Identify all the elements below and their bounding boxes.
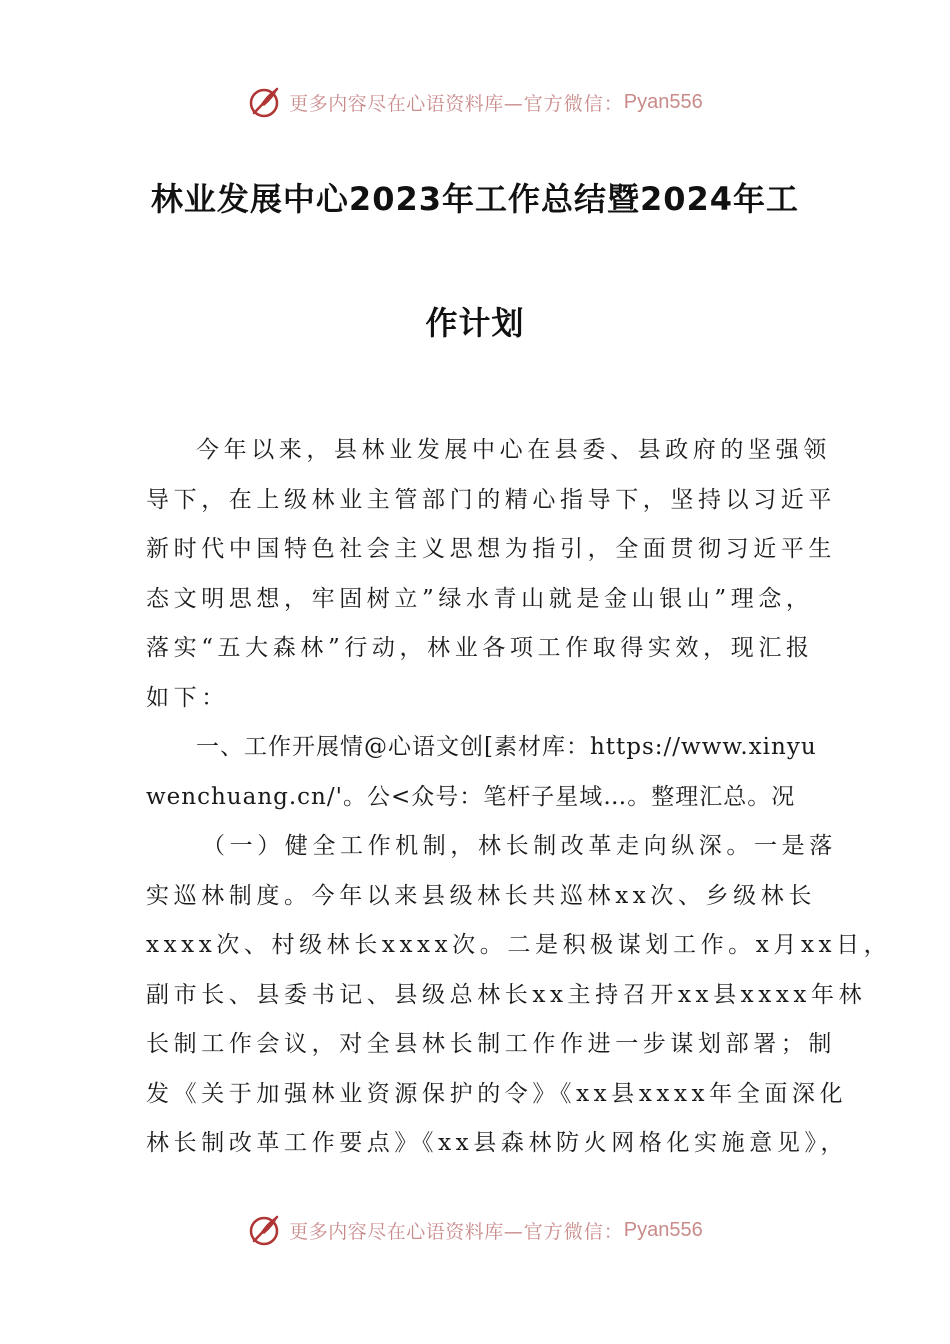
watermark-wechat-id: Pyan556 — [623, 1218, 703, 1241]
paragraph-line: 今年以来，县林业发展中心在县委、县政府的坚强领 — [196, 437, 831, 463]
document-title-line-2: 作计划 — [425, 304, 525, 342]
paragraph-line: 林长制改革工作要点》《xx县森林防火网格化实施意见》， — [146, 1130, 849, 1156]
paragraph-line: 态文明思想，牢固树立”绿水青山就是金山银山”理念， — [146, 585, 814, 612]
watermark-banner-bottom — [0, 1210, 950, 1250]
watermark-wechat-id: Pyan556 — [623, 90, 703, 113]
paragraph-line: 如下： — [146, 684, 229, 711]
paragraph-line: 实巡林制度。今年以来县级林长共巡林xx次、乡级林长 — [146, 882, 816, 909]
feather-logo-icon — [247, 84, 283, 120]
paragraph-line: xxxx次、村级林长xxxx次。二是积极谋划工作。x月xx日， — [146, 932, 892, 958]
document-body — [146, 426, 892, 1169]
paragraph-line: 副市长、县委书记、县级总林长xx主持召开xx县xxxx年林 — [146, 981, 867, 1008]
paragraph-line: 长制工作会议，对全县林长制工作作进一步谋划部署；制 — [146, 1031, 836, 1057]
subsection-heading-line: （一）健全工作机制，林长制改革走向纵深。一是落 — [202, 833, 837, 859]
watermark-contact-label: —官方微信： — [503, 1220, 624, 1243]
watermark-contact-label: —官方微信： — [503, 92, 624, 115]
watermark-text: 更多内容尽在心语资料库 — [289, 92, 504, 115]
section-heading-line: 一、工作开展情@心语文创[素材库：https://www.xinyu — [196, 734, 817, 760]
paragraph-line: 发《关于加强林业资源保护的令》《xx县xxxx年全面深化 — [146, 1080, 848, 1107]
paragraph-line: 新时代中国特色社会主义思想为指引，全面贯彻习近平生 — [146, 536, 836, 562]
paragraph-line: 导下，在上级林业主管部门的精心指导下，坚持以习近平 — [146, 486, 836, 513]
document-title-line-1: 林业发展中心2023年工作总结暨2024年工 — [150, 180, 800, 218]
feather-logo-icon — [247, 1212, 283, 1248]
watermark-text: 更多内容尽在心语资料库 — [289, 1220, 504, 1243]
watermark-banner-top — [0, 82, 950, 122]
paragraph-line: wenchuang.cn/'。公<众号：笔杆子星域…。整理汇总。况 — [146, 783, 796, 810]
paragraph-line: 落实“五大森林”行动，林业各项工作取得实效，现汇报 — [146, 635, 814, 661]
